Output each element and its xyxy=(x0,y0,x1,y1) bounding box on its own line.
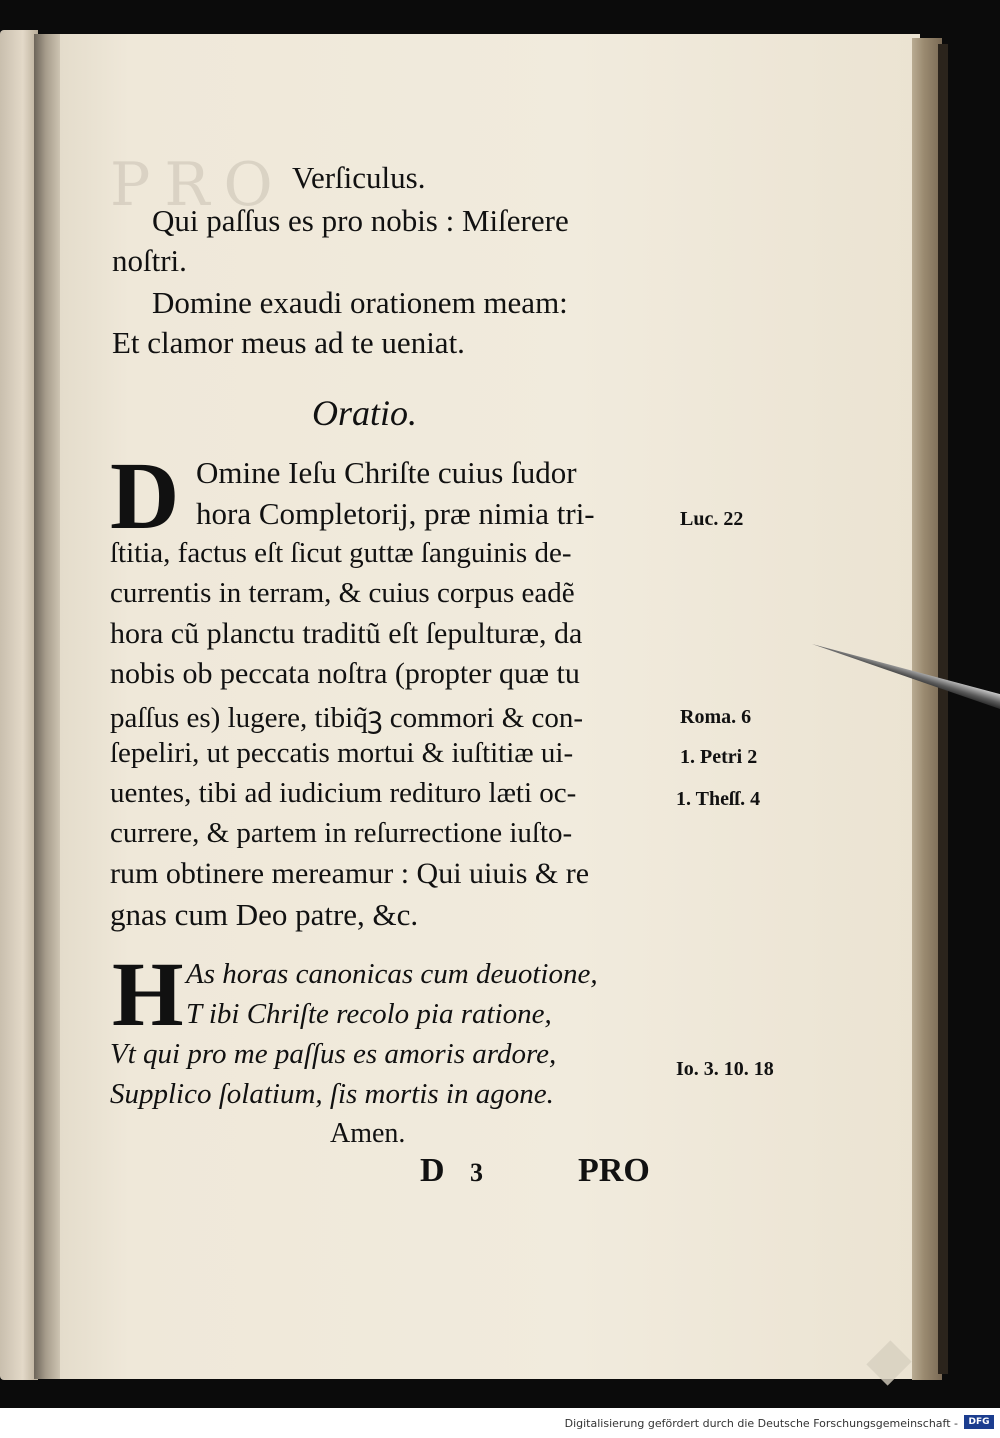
hymn-line: T ibi Chriſte recolo pia ratione, xyxy=(186,998,552,1030)
oratio-line: ſtitia, factus eſt ſicut guttæ ſanguinis de- xyxy=(110,537,572,569)
oratio-title: Oratio. xyxy=(312,393,418,433)
verse-line: Domine exaudi orationem meam: xyxy=(152,285,568,320)
oratio-line: hora Completorij, præ nimia tri- xyxy=(196,496,595,531)
oratio-dropcap: D xyxy=(110,442,180,549)
facing-page-edge xyxy=(0,30,38,1380)
footer-bar xyxy=(0,1408,1000,1438)
catchword: PRO xyxy=(578,1152,650,1189)
verse-line: Qui paſſus es pro nobis : Miſerere xyxy=(152,203,569,238)
oratio-line: hora cũ planctu traditũ eſt ſepulturæ, da xyxy=(110,617,583,650)
signature-mark: D xyxy=(420,1152,445,1189)
dfg-logo: DFG xyxy=(964,1415,994,1429)
oratio-line: nobis ob peccata noſtra (propter quæ tu xyxy=(110,657,580,690)
page-shadow xyxy=(938,44,948,1374)
oratio-line: uentes, tibi ad iudicium redituro læti oc- xyxy=(110,777,577,809)
verse-line: Et clamor meus ad te ueniat. xyxy=(112,325,465,360)
footer-credit: Digitalisierung gefördert durch die Deutsche Forschungsgemeinschaft - xyxy=(564,1417,958,1430)
show-through-text: PRO xyxy=(110,150,287,220)
margin-reference: Luc. 22 xyxy=(680,508,744,530)
oratio-line: paſſus es) lugere, tibiq̃ꝫ commori & con- xyxy=(110,702,584,734)
margin-reference: Roma. 6 xyxy=(680,706,752,728)
verse-title: Verſiculus. xyxy=(292,160,426,195)
hymn-line: As horas canonicas cum deuotione, xyxy=(186,958,598,990)
oratio-line: gnas cum Deo patre, &c. xyxy=(110,897,419,932)
oratio-line: rum obtinere mereamur : Qui uiuis & re xyxy=(110,857,590,890)
margin-reference: 1. Theſſ. 4 xyxy=(676,788,761,810)
hymn-dropcap: H xyxy=(112,943,184,1045)
verse-line: noſtri. xyxy=(112,243,187,278)
hymn-line: Supplico ſolatium, ſis mortis in agone. xyxy=(110,1078,554,1110)
oratio-line: ſepeliri, ut peccatis mortui & iuſtitiæ ui- xyxy=(110,737,574,769)
hymn-line: Vt qui pro me paſſus es amoris ardore, xyxy=(110,1038,557,1070)
oratio-line: Omine Ieſu Chriſte cuius ſudor xyxy=(196,455,577,490)
oratio-line: currentis in terram, & cuius corpus eadẽ xyxy=(110,577,575,609)
margin-reference: 1. Petri 2 xyxy=(680,746,758,768)
hymn-amen: Amen. xyxy=(330,1118,406,1149)
margin-reference: Io. 3. 10. 18 xyxy=(676,1058,774,1080)
signature-number: 3 xyxy=(470,1158,483,1187)
oratio-line: currere, & partem in reſurrectione iuſto- xyxy=(110,817,573,849)
